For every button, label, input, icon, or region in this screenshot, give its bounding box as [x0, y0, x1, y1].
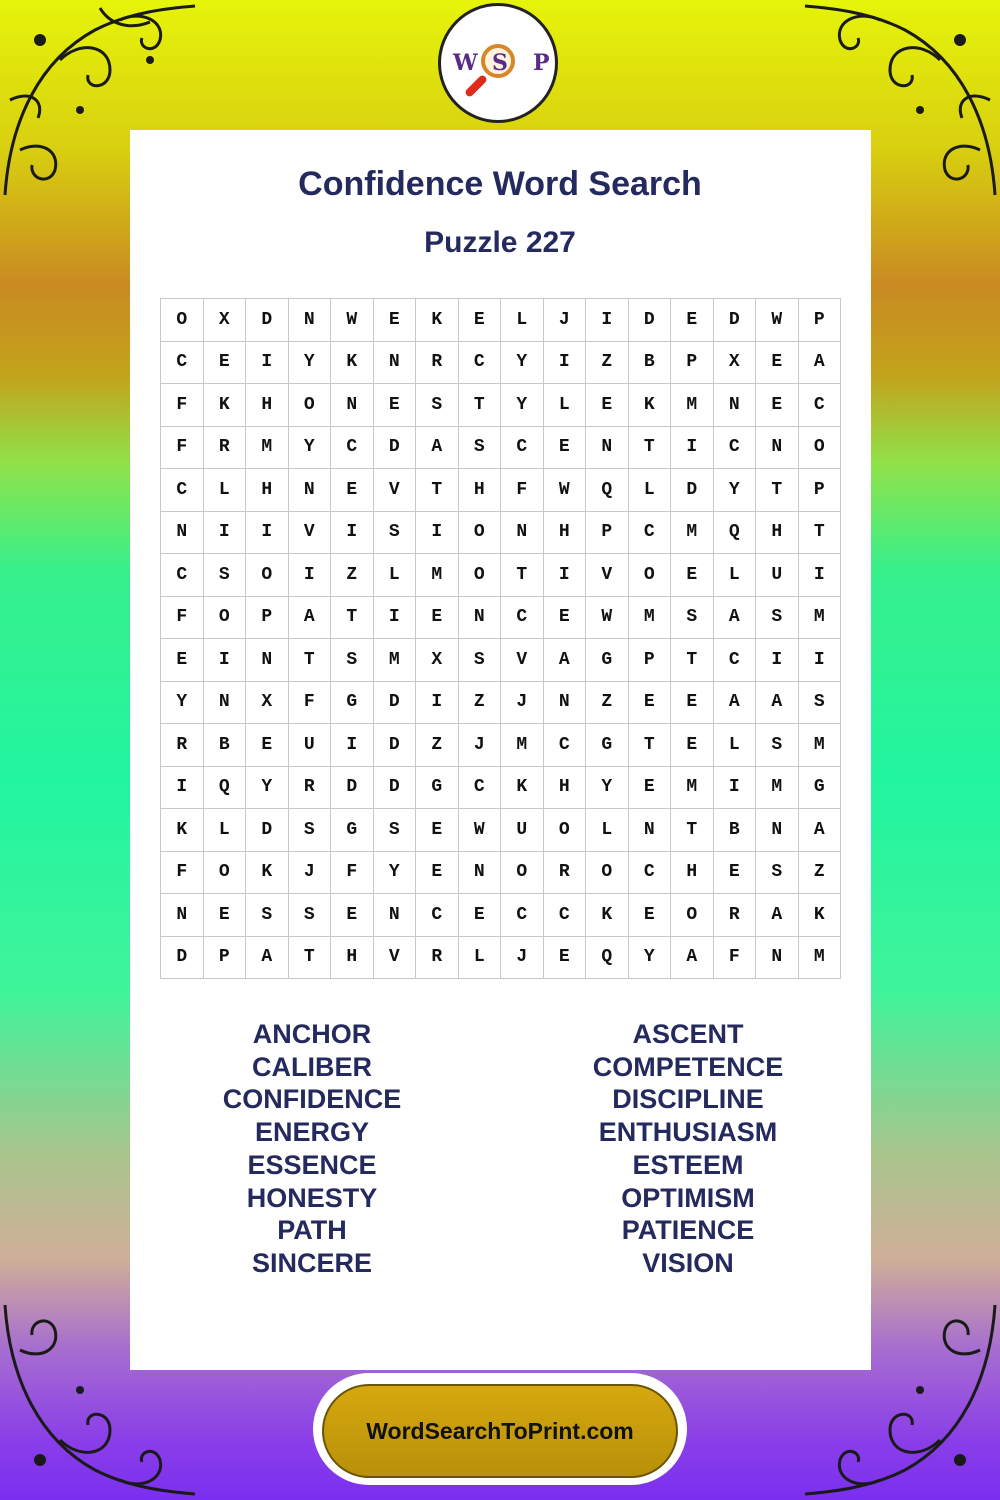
- grid-cell[interactable]: N: [629, 809, 672, 852]
- grid-cell[interactable]: M: [799, 937, 842, 980]
- grid-cell[interactable]: S: [289, 809, 332, 852]
- grid-cell[interactable]: A: [671, 937, 714, 980]
- grid-cell[interactable]: P: [586, 512, 629, 555]
- grid-cell[interactable]: T: [331, 597, 374, 640]
- grid-cell[interactable]: M: [756, 767, 799, 810]
- grid-cell[interactable]: O: [246, 554, 289, 597]
- grid-cell[interactable]: O: [204, 597, 247, 640]
- grid-cell[interactable]: T: [671, 809, 714, 852]
- grid-cell[interactable]: X: [246, 682, 289, 725]
- grid-cell[interactable]: T: [501, 554, 544, 597]
- word-list-item: HONESTY: [246, 1182, 378, 1213]
- grid-cell[interactable]: F: [289, 682, 332, 725]
- grid-cell[interactable]: T: [671, 639, 714, 682]
- grid-cell[interactable]: E: [714, 852, 757, 895]
- grid-cell[interactable]: N: [756, 427, 799, 470]
- grid-cell[interactable]: N: [459, 852, 502, 895]
- grid-cell[interactable]: E: [416, 852, 459, 895]
- word-list-right: [518, 1018, 858, 1280]
- grid-cell[interactable]: G: [416, 767, 459, 810]
- grid-cell[interactable]: Y: [714, 469, 757, 512]
- grid-cell[interactable]: N: [714, 384, 757, 427]
- grid-cell[interactable]: M: [629, 597, 672, 640]
- grid-cell[interactable]: O: [289, 384, 332, 427]
- grid-cell[interactable]: Q: [714, 512, 757, 555]
- grid-cell[interactable]: D: [629, 299, 672, 342]
- grid-cell[interactable]: E: [756, 384, 799, 427]
- grid-cell[interactable]: E: [204, 894, 247, 937]
- grid-cell[interactable]: J: [501, 682, 544, 725]
- grid-cell[interactable]: S: [756, 597, 799, 640]
- grid-cell[interactable]: P: [204, 937, 247, 980]
- grid-cell[interactable]: R: [204, 427, 247, 470]
- grid-cell[interactable]: C: [544, 894, 587, 937]
- grid-cell[interactable]: W: [756, 299, 799, 342]
- grid-cell[interactable]: D: [374, 427, 417, 470]
- grid-cell[interactable]: K: [204, 384, 247, 427]
- grid-cell[interactable]: X: [204, 299, 247, 342]
- grid-cell[interactable]: M: [416, 554, 459, 597]
- grid-cell[interactable]: F: [714, 937, 757, 980]
- word-list-item: ENTHUSIASM: [598, 1117, 778, 1148]
- grid-cell[interactable]: O: [161, 299, 204, 342]
- grid-cell[interactable]: F: [161, 852, 204, 895]
- grid-cell[interactable]: E: [204, 342, 247, 385]
- grid-cell[interactable]: E: [416, 597, 459, 640]
- grid-cell[interactable]: Q: [586, 937, 629, 980]
- puzzle-number: Puzzle 227: [424, 226, 576, 259]
- grid-cell[interactable]: M: [501, 724, 544, 767]
- grid-cell[interactable]: D: [161, 937, 204, 980]
- grid-cell[interactable]: U: [501, 809, 544, 852]
- grid-cell[interactable]: N: [331, 384, 374, 427]
- grid-cell[interactable]: T: [289, 937, 332, 980]
- grid-cell[interactable]: I: [544, 342, 587, 385]
- word-list-item: SINCERE: [251, 1247, 373, 1278]
- grid-cell[interactable]: N: [289, 299, 332, 342]
- grid-cell[interactable]: D: [246, 299, 289, 342]
- word-list-item: ENERGY: [254, 1117, 370, 1148]
- grid-cell[interactable]: K: [586, 894, 629, 937]
- grid-cell[interactable]: G: [331, 809, 374, 852]
- grid-cell[interactable]: S: [799, 682, 842, 725]
- logo-letter-s: S: [492, 50, 508, 76]
- grid-cell[interactable]: W: [459, 809, 502, 852]
- word-list-item: ASCENT: [632, 1019, 744, 1049]
- grid-cell[interactable]: I: [714, 767, 757, 810]
- grid-cell[interactable]: H: [246, 384, 289, 427]
- grid-cell[interactable]: A: [756, 682, 799, 725]
- grid-cell[interactable]: A: [289, 597, 332, 640]
- logo-letter-p: P: [533, 50, 550, 76]
- word-list-item: CALIBER: [252, 1051, 372, 1082]
- grid-cell[interactable]: O: [501, 852, 544, 895]
- grid-cell[interactable]: F: [161, 427, 204, 470]
- grid-cell[interactable]: M: [671, 767, 714, 810]
- grid-cell[interactable]: L: [714, 724, 757, 767]
- grid-cell[interactable]: S: [756, 724, 799, 767]
- grid-cell[interactable]: I: [586, 299, 629, 342]
- grid-cell[interactable]: M: [799, 597, 842, 640]
- grid-cell[interactable]: S: [204, 554, 247, 597]
- grid-cell[interactable]: K: [161, 809, 204, 852]
- grid-cell[interactable]: D: [331, 767, 374, 810]
- grid-cell[interactable]: D: [671, 469, 714, 512]
- grid-cell[interactable]: I: [289, 554, 332, 597]
- grid-cell[interactable]: Q: [586, 469, 629, 512]
- grid-cell[interactable]: R: [161, 724, 204, 767]
- grid-cell[interactable]: Y: [586, 767, 629, 810]
- grid-cell[interactable]: C: [714, 427, 757, 470]
- grid-cell[interactable]: G: [331, 682, 374, 725]
- grid-cell[interactable]: D: [374, 682, 417, 725]
- grid-cell[interactable]: M: [671, 384, 714, 427]
- grid-cell[interactable]: O: [459, 554, 502, 597]
- grid-cell[interactable]: N: [374, 342, 417, 385]
- grid-cell[interactable]: E: [331, 469, 374, 512]
- grid-cell[interactable]: J: [289, 852, 332, 895]
- grid-cell[interactable]: E: [629, 767, 672, 810]
- grid-cell[interactable]: H: [246, 469, 289, 512]
- grid-cell[interactable]: E: [246, 724, 289, 767]
- grid-cell[interactable]: Y: [374, 852, 417, 895]
- grid-cell[interactable]: U: [756, 554, 799, 597]
- grid-cell[interactable]: C: [161, 469, 204, 512]
- grid-cell[interactable]: J: [544, 299, 587, 342]
- grid-cell[interactable]: N: [756, 937, 799, 980]
- grid-cell[interactable]: H: [331, 937, 374, 980]
- grid-cell[interactable]: R: [289, 767, 332, 810]
- word-list-item: COMPETENCE: [592, 1051, 784, 1082]
- word-list-item: ESSENCE: [247, 1149, 377, 1180]
- grid-cell[interactable]: I: [161, 767, 204, 810]
- grid-cell[interactable]: I: [416, 682, 459, 725]
- grid-cell[interactable]: K: [501, 767, 544, 810]
- grid-cell[interactable]: V: [374, 469, 417, 512]
- grid-cell[interactable]: J: [459, 724, 502, 767]
- grid-cell[interactable]: T: [289, 639, 332, 682]
- page-title: Confidence Word Search: [298, 165, 702, 203]
- grid-cell[interactable]: E: [671, 682, 714, 725]
- grid-cell[interactable]: A: [756, 894, 799, 937]
- grid-cell[interactable]: O: [204, 852, 247, 895]
- grid-cell[interactable]: E: [671, 299, 714, 342]
- grid-cell[interactable]: T: [629, 724, 672, 767]
- word-list-item: VISION: [642, 1247, 734, 1278]
- grid-cell[interactable]: B: [714, 809, 757, 852]
- grid-cell[interactable]: M: [374, 639, 417, 682]
- logo-letter-w: W: [453, 50, 478, 76]
- grid-cell[interactable]: I: [799, 639, 842, 682]
- grid-cell[interactable]: D: [714, 299, 757, 342]
- grid-cell[interactable]: A: [246, 937, 289, 980]
- grid-cell[interactable]: E: [586, 384, 629, 427]
- grid-cell[interactable]: W: [544, 469, 587, 512]
- grid-cell[interactable]: E: [544, 427, 587, 470]
- grid-cell[interactable]: U: [289, 724, 332, 767]
- grid-cell[interactable]: E: [671, 724, 714, 767]
- grid-cell[interactable]: Z: [459, 682, 502, 725]
- grid-cell[interactable]: Y: [161, 682, 204, 725]
- grid-cell[interactable]: G: [586, 724, 629, 767]
- grid-cell[interactable]: W: [331, 299, 374, 342]
- grid-cell[interactable]: T: [756, 469, 799, 512]
- grid-cell[interactable]: N: [586, 427, 629, 470]
- grid-cell[interactable]: T: [416, 469, 459, 512]
- grid-cell[interactable]: R: [544, 852, 587, 895]
- website-link-button[interactable]: WordSearchToPrint.com: [322, 1384, 678, 1478]
- grid-cell[interactable]: Y: [501, 384, 544, 427]
- word-list-item: PATIENCE: [621, 1215, 755, 1246]
- grid-cell[interactable]: F: [331, 852, 374, 895]
- grid-cell[interactable]: O: [799, 427, 842, 470]
- grid-cell[interactable]: H: [544, 767, 587, 810]
- grid-cell[interactable]: S: [374, 809, 417, 852]
- grid-cell[interactable]: I: [331, 512, 374, 555]
- grid-cell[interactable]: N: [289, 469, 332, 512]
- grid-cell[interactable]: H: [756, 512, 799, 555]
- grid-cell[interactable]: O: [629, 554, 672, 597]
- grid-cell[interactable]: K: [629, 384, 672, 427]
- grid-cell[interactable]: F: [161, 597, 204, 640]
- grid-cell[interactable]: M: [246, 427, 289, 470]
- word-list-item: CONFIDENCE: [222, 1084, 402, 1115]
- grid-cell[interactable]: L: [459, 937, 502, 980]
- word-list-item: OPTIMISM: [621, 1182, 755, 1213]
- grid-cell[interactable]: F: [501, 469, 544, 512]
- grid-cell[interactable]: X: [416, 639, 459, 682]
- grid-cell[interactable]: D: [374, 767, 417, 810]
- word-list-item: DISCIPLINE: [612, 1084, 764, 1115]
- grid-cell[interactable]: X: [714, 342, 757, 385]
- grid-cell[interactable]: H: [671, 852, 714, 895]
- grid-cell[interactable]: S: [416, 384, 459, 427]
- grid-cell[interactable]: I: [671, 427, 714, 470]
- grid-cell[interactable]: S: [374, 512, 417, 555]
- word-list-left: [142, 1018, 482, 1280]
- grid-cell[interactable]: L: [374, 554, 417, 597]
- grid-cell[interactable]: W: [586, 597, 629, 640]
- grid-cell[interactable]: T: [459, 384, 502, 427]
- grid-cell[interactable]: A: [714, 597, 757, 640]
- magnifier-handle: [464, 74, 488, 98]
- grid-cell[interactable]: E: [161, 639, 204, 682]
- grid-cell[interactable]: G: [799, 767, 842, 810]
- grid-cell[interactable]: S: [671, 597, 714, 640]
- grid-cell[interactable]: A: [799, 342, 842, 385]
- grid-cell[interactable]: L: [204, 469, 247, 512]
- grid-cell[interactable]: S: [246, 894, 289, 937]
- grid-cell[interactable]: E: [416, 809, 459, 852]
- grid-cell[interactable]: V: [289, 512, 332, 555]
- grid-cell[interactable]: D: [246, 809, 289, 852]
- grid-cell[interactable]: Z: [586, 682, 629, 725]
- grid-cell[interactable]: C: [714, 639, 757, 682]
- grid-cell[interactable]: N: [161, 894, 204, 937]
- wsp-logo[interactable]: [438, 3, 558, 123]
- grid-cell[interactable]: V: [374, 937, 417, 980]
- word-list-item: PATH: [277, 1215, 347, 1246]
- grid-cell[interactable]: F: [161, 384, 204, 427]
- grid-cell[interactable]: T: [799, 512, 842, 555]
- grid-cell[interactable]: N: [756, 809, 799, 852]
- grid-cell[interactable]: H: [459, 469, 502, 512]
- grid-cell[interactable]: I: [756, 639, 799, 682]
- grid-cell[interactable]: R: [714, 894, 757, 937]
- grid-cell[interactable]: P: [671, 342, 714, 385]
- grid-cell[interactable]: P: [246, 597, 289, 640]
- grid-cell[interactable]: C: [459, 767, 502, 810]
- grid-cell[interactable]: P: [799, 469, 842, 512]
- grid-cell[interactable]: K: [416, 299, 459, 342]
- grid-cell[interactable]: O: [459, 512, 502, 555]
- grid-cell[interactable]: C: [629, 512, 672, 555]
- grid-cell[interactable]: I: [416, 512, 459, 555]
- grid-cell[interactable]: Y: [246, 767, 289, 810]
- grid-cell[interactable]: S: [289, 894, 332, 937]
- grid-cell[interactable]: E: [629, 682, 672, 725]
- grid-cell[interactable]: A: [799, 809, 842, 852]
- grid-cell[interactable]: Y: [289, 342, 332, 385]
- grid-cell[interactable]: B: [629, 342, 672, 385]
- grid-cell[interactable]: E: [671, 554, 714, 597]
- grid-cell[interactable]: O: [544, 809, 587, 852]
- grid-cell[interactable]: R: [416, 342, 459, 385]
- grid-cell[interactable]: G: [586, 639, 629, 682]
- grid-cell[interactable]: N: [161, 512, 204, 555]
- word-list-item: ANCHOR: [252, 1019, 372, 1049]
- grid-cell[interactable]: O: [586, 852, 629, 895]
- grid-cell[interactable]: E: [544, 937, 587, 980]
- grid-cell[interactable]: R: [416, 937, 459, 980]
- grid-cell[interactable]: C: [161, 554, 204, 597]
- grid-cell[interactable]: M: [671, 512, 714, 555]
- grid-cell[interactable]: C: [416, 894, 459, 937]
- grid-cell[interactable]: L: [629, 469, 672, 512]
- grid-cell[interactable]: N: [204, 682, 247, 725]
- grid-cell[interactable]: B: [204, 724, 247, 767]
- grid-cell[interactable]: E: [331, 894, 374, 937]
- grid-cell[interactable]: K: [331, 342, 374, 385]
- grid-cell[interactable]: T: [629, 427, 672, 470]
- grid-cell[interactable]: L: [501, 299, 544, 342]
- grid-cell[interactable]: C: [161, 342, 204, 385]
- grid-cell[interactable]: C: [501, 597, 544, 640]
- grid-cell[interactable]: I: [799, 554, 842, 597]
- grid-cell[interactable]: I: [246, 342, 289, 385]
- grid-cell[interactable]: L: [544, 384, 587, 427]
- grid-cell[interactable]: M: [799, 724, 842, 767]
- grid-cell[interactable]: V: [501, 639, 544, 682]
- grid-cell[interactable]: I: [331, 724, 374, 767]
- grid-cell[interactable]: J: [501, 937, 544, 980]
- grid-cell[interactable]: Y: [289, 427, 332, 470]
- grid-cell[interactable]: A: [544, 639, 587, 682]
- grid-cell[interactable]: N: [501, 512, 544, 555]
- grid-cell[interactable]: S: [459, 639, 502, 682]
- grid-cell[interactable]: C: [799, 384, 842, 427]
- word-list-item: ESTEEM: [632, 1149, 744, 1180]
- grid-cell[interactable]: K: [246, 852, 289, 895]
- grid-cell[interactable]: V: [586, 554, 629, 597]
- grid-cell[interactable]: C: [501, 894, 544, 937]
- grid-cell[interactable]: P: [799, 299, 842, 342]
- letter-grid: [160, 298, 841, 979]
- grid-cell[interactable]: I: [374, 597, 417, 640]
- grid-cell[interactable]: L: [714, 554, 757, 597]
- grid-cell[interactable]: E: [374, 299, 417, 342]
- grid-cell[interactable]: N: [459, 597, 502, 640]
- grid-cell[interactable]: I: [204, 639, 247, 682]
- grid-cell[interactable]: N: [374, 894, 417, 937]
- grid-cell[interactable]: C: [629, 852, 672, 895]
- grid-cell[interactable]: S: [459, 427, 502, 470]
- grid-cell[interactable]: Q: [204, 767, 247, 810]
- grid-cell[interactable]: N: [544, 682, 587, 725]
- grid-cell[interactable]: I: [246, 512, 289, 555]
- grid-cell[interactable]: O: [671, 894, 714, 937]
- grid-cell[interactable]: H: [544, 512, 587, 555]
- grid-cell[interactable]: C: [459, 342, 502, 385]
- grid-cell[interactable]: P: [629, 639, 672, 682]
- grid-cell[interactable]: N: [246, 639, 289, 682]
- grid-cell[interactable]: E: [756, 342, 799, 385]
- grid-cell[interactable]: D: [374, 724, 417, 767]
- grid-cell[interactable]: K: [799, 894, 842, 937]
- grid-cell[interactable]: E: [629, 894, 672, 937]
- grid-cell[interactable]: A: [416, 427, 459, 470]
- grid-cell[interactable]: Z: [331, 554, 374, 597]
- grid-cell[interactable]: L: [586, 809, 629, 852]
- grid-cell[interactable]: C: [331, 427, 374, 470]
- grid-cell[interactable]: E: [544, 597, 587, 640]
- grid-cell[interactable]: L: [204, 809, 247, 852]
- grid-cell[interactable]: Z: [416, 724, 459, 767]
- grid-cell[interactable]: E: [374, 384, 417, 427]
- grid-cell[interactable]: Z: [799, 852, 842, 895]
- grid-cell[interactable]: C: [501, 427, 544, 470]
- grid-cell[interactable]: E: [459, 894, 502, 937]
- grid-cell[interactable]: I: [544, 554, 587, 597]
- grid-cell[interactable]: A: [714, 682, 757, 725]
- grid-cell[interactable]: S: [756, 852, 799, 895]
- grid-cell[interactable]: S: [331, 639, 374, 682]
- grid-cell[interactable]: I: [204, 512, 247, 555]
- grid-cell[interactable]: Z: [586, 342, 629, 385]
- grid-cell[interactable]: E: [459, 299, 502, 342]
- grid-cell[interactable]: C: [544, 724, 587, 767]
- grid-cell[interactable]: Y: [629, 937, 672, 980]
- grid-cell[interactable]: Y: [501, 342, 544, 385]
